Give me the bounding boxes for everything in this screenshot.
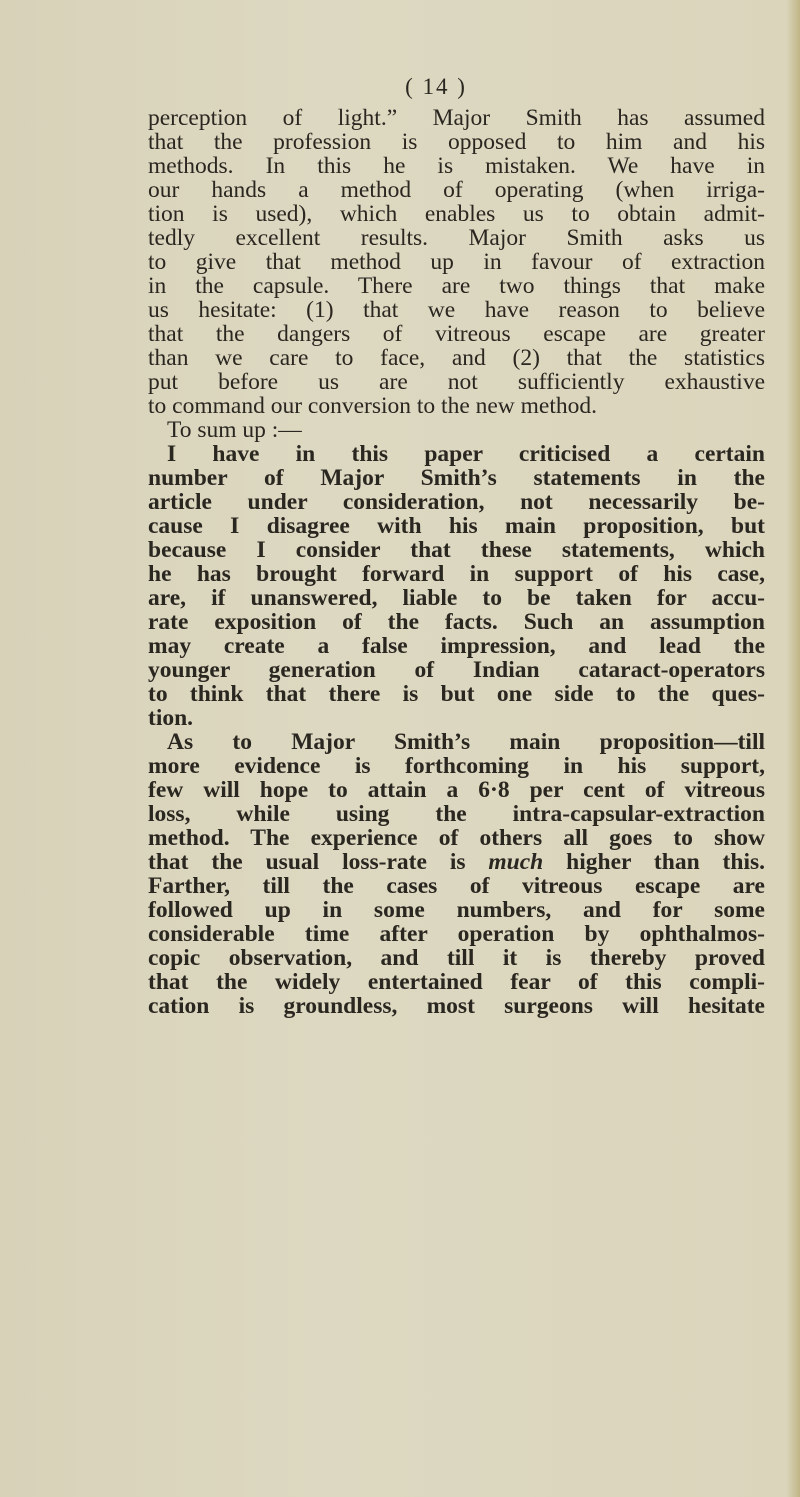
text-line: cation is groundless, most surgeons will hesitate [148,993,765,1019]
text-fragment: higher than this. [566,849,765,875]
text-line: considerable time after operation by ophthalmos- [148,921,765,947]
text-line: to give that method up in favour of extraction [148,249,765,275]
text-fragment: that the usual loss-rate is [148,849,466,875]
text-line: younger generation of Indian cataract-operators [148,657,765,683]
text-line: I have in this paper criticised a certain [167,441,765,467]
text-line: rate exposition of the facts. Such an assumption [148,609,765,635]
text-line: few will hope to attain a 6·8 per cent of vitreous [148,777,765,803]
text-line: that the widely entertained fear of this compli- [148,969,765,995]
page-number: ( 14 ) [405,74,467,99]
text-line: number of Major Smith’s statements in the [148,465,765,491]
text-line: tedly excellent results. Major Smith asks us [148,225,765,251]
text-line: than we care to face, and (2) that the statistics [148,345,765,371]
text-line: copic observation, and till it is thereby proved [148,945,765,971]
text-line: followed up in some numbers, and for some [148,897,765,923]
text-line: tion. [148,705,194,731]
text-line: that the dangers of vitreous escape are greater [148,321,765,347]
text-line: methods. In this he is mistaken. We have in [148,153,765,179]
text-line: because I consider that these statements, which [148,537,765,563]
text-line: may create a false impression, and lead the [148,633,765,659]
text-line: tion is used), which enables us to obtain admit- [148,201,765,227]
text-line: As to Major Smith’s main proposition—till [167,729,765,755]
text-line: to think that there is but one side to the ques- [148,681,765,707]
text-line: To sum up :— [167,417,302,443]
emphasis-text: much [488,849,544,875]
text-line: to command our conversion to the new method. [148,393,598,419]
page-edge-shadow [786,0,800,1497]
text-line: Farther, till the cases of vitreous escape are [148,873,765,899]
text-line: he has brought forward in support of his case, [148,561,765,587]
text-line: loss, while using the intra-capsular-extraction [148,801,765,827]
body-text [148,106,765,1018]
text-line: us hesitate: (1) that we have reason to believe [148,297,765,323]
text-line: perception of light.” Major Smith has assumed [148,105,765,131]
text-line: put before us are not sufficiently exhaustive [148,369,765,395]
text-line: more evidence is forthcoming in his support, [148,753,765,779]
text-line: cause I disagree with his main proposition, but [148,513,765,539]
text-line [148,850,765,874]
text-line: method. The experience of others all goes to show [148,825,765,851]
text-line: are, if unanswered, liable to be taken for accu- [148,585,765,611]
text-line: that the profession is opposed to him and his [148,129,765,155]
text-line: our hands a method of operating (when irriga- [148,177,765,203]
text-line: in the capsule. There are two things that make [148,273,765,299]
text-line: article under consideration, not necessarily be- [148,489,765,515]
